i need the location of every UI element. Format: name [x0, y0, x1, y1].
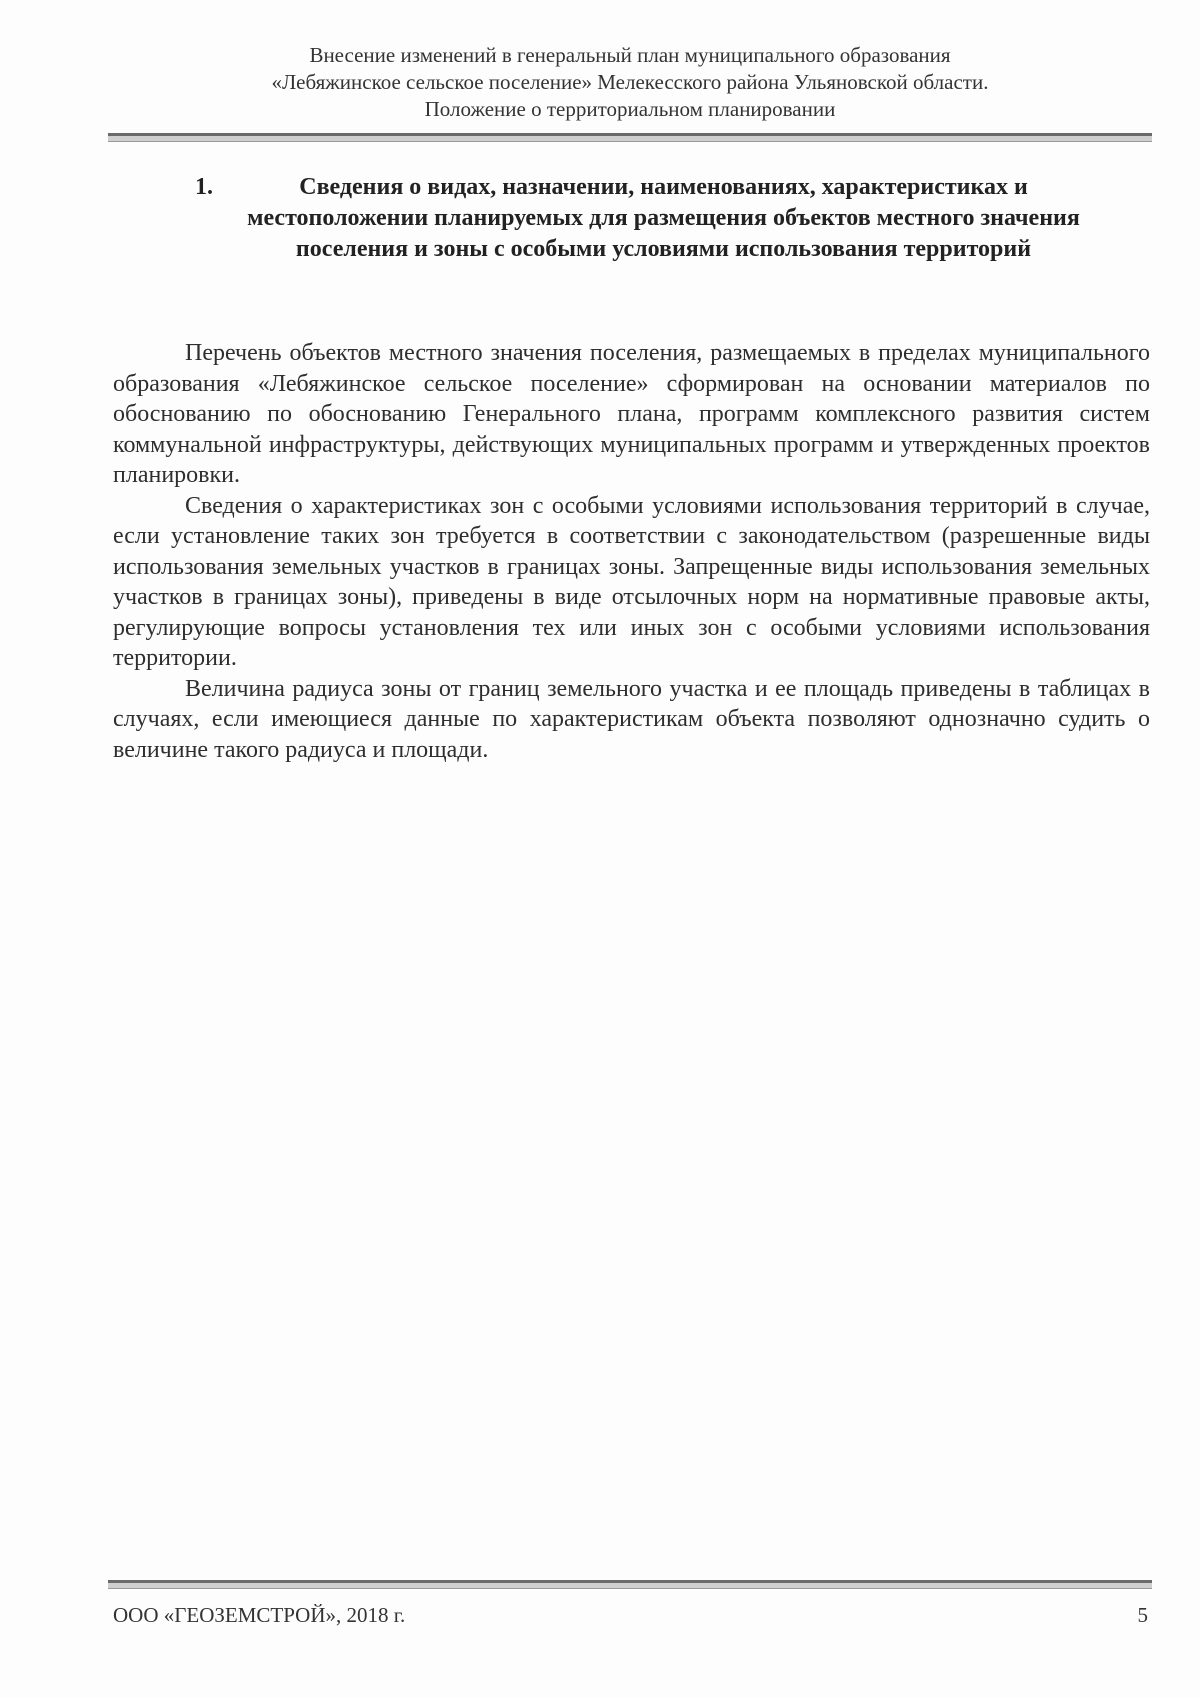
header-line-1: Внесение изменений в генеральный план муниципального образования — [309, 43, 951, 67]
section-number: 1. — [195, 174, 213, 200]
paragraph-3: Величина радиуса зоны от границ земельного участка и ее площадь приведены в таблицах в случаях, если имеющиеся данные по характеристикам объекта позволяют однозначно судить о величине такого радиуса и площади. — [113, 675, 1150, 763]
page-number: 5 — [1137, 1603, 1148, 1627]
footer-divider — [108, 1580, 1152, 1589]
header-line-3: Положение о территориальном планировании — [424, 97, 836, 121]
section-title-text: Сведения о видах, назначении, наименованиях, характеристиках и местоположении планируемых для размещения объектов местного значения поселения и зоны с особыми условиями использования территорий — [247, 174, 1080, 262]
running-footer — [113, 1602, 1148, 1628]
running-header — [110, 42, 1150, 123]
header-line-2: «Лебяжинское сельское поселение» Мелекесского района Ульяновской области. — [271, 70, 989, 94]
section-heading — [195, 172, 1095, 265]
paragraph-1: Перечень объектов местного значения поселения, размещаемых в пределах муниципального образования «Лебяжинское сельское поселение» сформирован на основании материалов по обоснованию по обоснованию Генерального плана, программ комплексного развития систем коммунальной инфраструктуры, действующих муниципальных программ и утвержденных проектов планировки. — [113, 340, 1150, 488]
header-divider — [108, 133, 1152, 142]
body-text — [113, 338, 1150, 765]
footer-organization: ООО «ГЕОЗЕМСТРОЙ», 2018 г. — [113, 1603, 406, 1627]
paragraph-2: Сведения о характеристиках зон с особыми условиями использования территорий в случае, если установление таких зон требуется в соответствии с законодательством (разрешенные виды использования земельных участков в границах зоны. Запрещенные виды использования земельных участков в границах зоны), приведены в виде отсылочных норм на нормативные правовые акты, регулирующие вопросы установления тех или иных зон с особыми условиями использования территории. — [113, 492, 1150, 671]
